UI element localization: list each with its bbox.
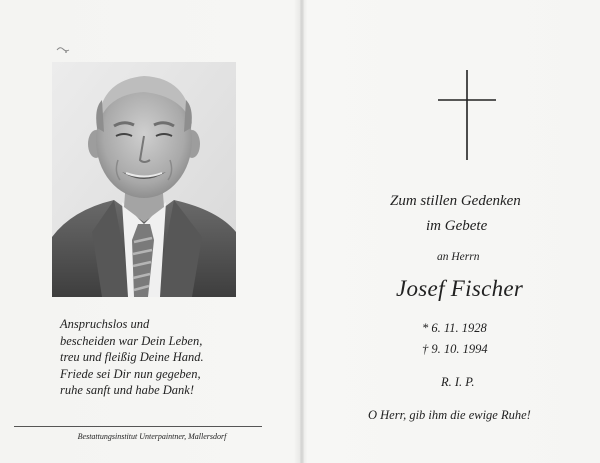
rip-text: R. I. P. [441, 375, 475, 389]
heading-line-2: im Gebete [426, 218, 488, 234]
heading-line-1: Zum stillen Gedenken [390, 193, 521, 209]
death-date: † 9. 10. 1994 [422, 342, 488, 356]
speck-mark [55, 44, 71, 56]
portrait-photo [52, 62, 236, 297]
deceased-name: Josef Fischer [396, 276, 524, 301]
poem-line: bescheiden war Dein Leben, [60, 333, 203, 348]
funeral-home-credit: Bestattungsinstitut Unterpaintner, Mallersdorf [77, 432, 227, 441]
card-fold [300, 0, 304, 463]
cross-icon [438, 70, 498, 160]
poem-line: Friede sei Dir nun gegeben, [60, 366, 201, 381]
birth-date: * 6. 11. 1928 [422, 321, 487, 335]
divider-line [14, 426, 262, 427]
poem-line: treu und fleißig Deine Hand. [60, 350, 204, 364]
poem-line: ruhe sanft und habe Dank! [60, 383, 195, 397]
memorial-poem [60, 316, 280, 399]
closing-prayer: O Herr, gib ihm die ewige Ruhe! [368, 408, 531, 422]
salutation: an Herrn [437, 251, 480, 263]
poem-line: Anspruchslos und [60, 317, 150, 331]
